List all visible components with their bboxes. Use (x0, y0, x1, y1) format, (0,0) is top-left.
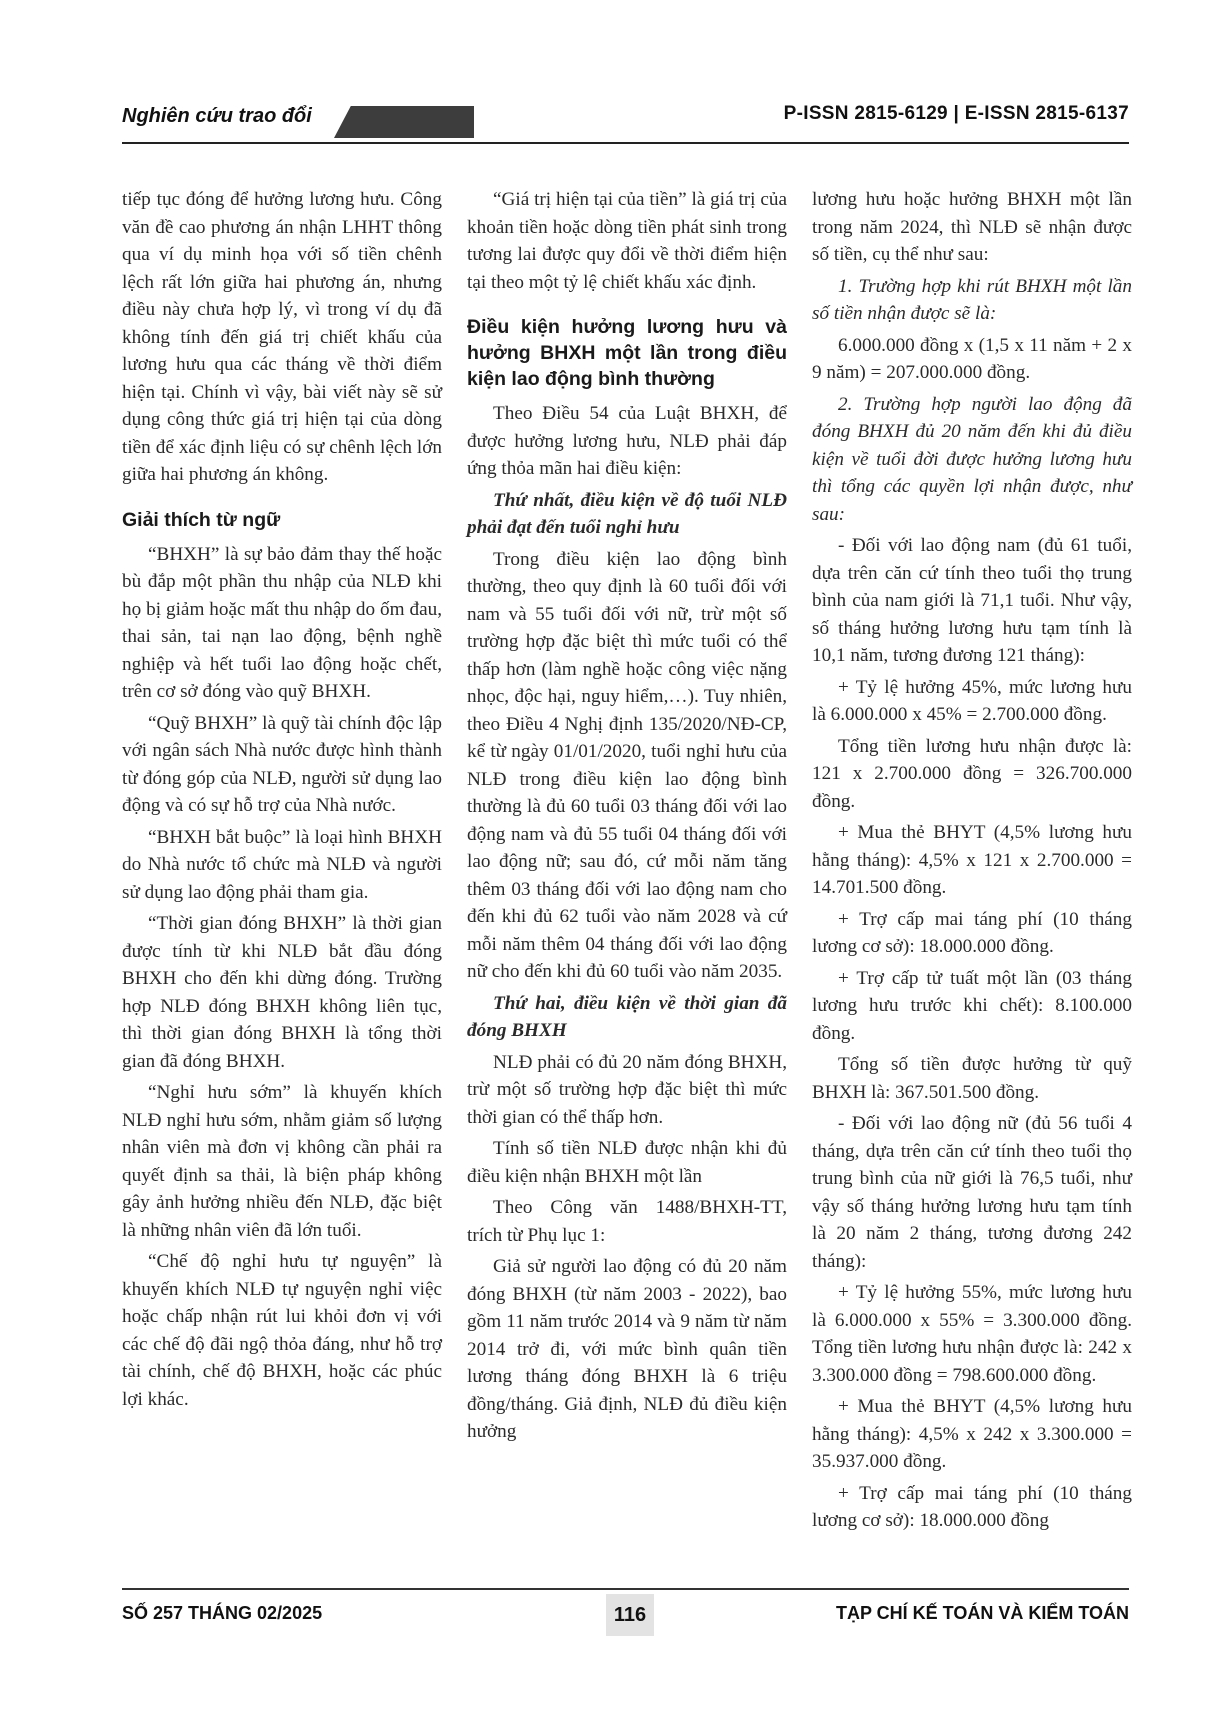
issue-label: SỐ 257 THÁNG 02/2025 (122, 1603, 323, 1623)
paragraph: Trong điều kiện lao động bình thường, theo quy định là 60 tuổi đối với nam và 55 tuổi đối với nữ, trừ một số trường hợp đặc biệt thì mức tuổi có thể thấp hơn (làm nghề hoặc công việc nặng nhọc, độc hại, nguy hiểm,…). Tuy nhiên, theo Điều 4 Nghị định 135/2020/NĐ-CP, kể từ ngày 01/01/2020, tuổi nghỉ hưu của NLĐ trong điều kiện lao động bình thường là đủ 60 tuổi 03 tháng đối với lao động nam và đủ 55 tuổi 04 tháng đối với lao động nữ; sau đó, cứ mỗi năm tăng thêm 03 tháng đối với lao động nam cho đến khi đủ 62 tuổi vào năm 2028 và cứ mỗi năm thêm 04 tháng đối với lao động nữ cho đến khi đủ 60 tuổi vào năm 2035. (467, 548, 787, 982)
column-2 (467, 186, 787, 1450)
paragraph: - Đối với lao động nam (đủ 61 tuổi, dựa trên căn cứ tính theo tuổi thọ trung bình của nam giới là 71,1 tuổi. Như vậy, số tháng hưởng lương hưu tạm tính là 10,1 năm, tương đương 121 tháng): (812, 535, 1132, 666)
journal-name: TẠP CHÍ KẾ TOÁN VÀ KIỂM TOÁN (835, 1603, 1129, 1623)
paragraph: Tổng tiền lương hưu nhận được là: 121 x 2.700.000 đồng = 326.700.000 đồng. (812, 735, 1132, 812)
paragraph: + Tỷ lệ hưởng 45%, mức lương hưu là 6.000.000 x 45% = 2.700.000 đồng. (812, 676, 1132, 725)
case-2-heading: 2. Trường hợp người lao động đã đóng BHXH đủ 20 năm đến khi đủ điều kiện về tuổi đời được hưởng lương hưu thì tổng các quyền lợi nhận được, như sau: (812, 393, 1132, 525)
paragraph: tiếp tục đóng để hưởng lương hưu. Công văn đề cao phương án nhận LHHT thông qua ví dụ minh họa với số tiền chênh lệch rất lớn giữa hai phương án, nhưng điều này chưa hợp lý, vì trong ví dụ đã không tính đến giá trị chiết khấu của lương hưu qua các tháng về thời điểm hiện tại. Chính vì vậy, bài viết này sẽ sử dụng công thức giá trị hiện tại của dòng tiền để xác định liệu có sự chênh lệch lớn giữa hai phương án không. (122, 189, 442, 485)
paragraph: “Thời gian đóng BHXH” là thời gian được tính từ khi NLĐ bắt đầu đóng BHXH cho đến khi dừng đóng. Trường hợp NLĐ đóng BHXH không liên tục, thì thời gian đóng BHXH là tổng thời gian đã đóng BHXH. (122, 913, 442, 1072)
case-1-heading: 1. Trường hợp khi rút BHXH một lần số tiền nhận được sẽ là: (812, 275, 1132, 324)
paragraph: + Trợ cấp mai táng phí (10 tháng lương cơ sở): 18.000.000 đồng. (812, 908, 1132, 957)
paragraph: Theo Công văn 1488/BHXH-TT, trích từ Phụ lục 1: (467, 1197, 787, 1246)
subheading-age: Thứ nhất, điều kiện về độ tuổi NLĐ phải đạt đến tuổi nghỉ hưu (467, 489, 787, 538)
heading-glossary: Giải thích từ ngữ (122, 508, 281, 531)
page-header (0, 0, 1211, 150)
paragraph: “Quỹ BHXH” là quỹ tài chính độc lập với ngân sách Nhà nước được hình thành từ đóng góp của NLĐ, người sử dụng lao động và có sự hỗ trợ của Nhà nước. (122, 712, 442, 816)
paragraph: + Mua thẻ BHYT (4,5% lương hưu hằng tháng): 4,5% x 121 x 2.700.000 = 14.701.500 đồng. (812, 822, 1132, 898)
paragraph: NLĐ phải có đủ 20 năm đóng BHXH, trừ một số trường hợp đặc biệt thì mức thời gian có thể thấp hơn. (467, 1051, 787, 1128)
paragraph: Theo Điều 54 của Luật BHXH, để được hưởng lương hưu, NLĐ phải đáp ứng thỏa mãn hai điều kiện: (467, 403, 787, 479)
paragraph: Giả sử người lao động có đủ 20 năm đóng BHXH (từ năm 2003 - 2022), bao gồm 11 năm trước 2014 và 9 năm từ năm 2014 trở đi, với mức bình quân tiền lương tháng đóng BHXH là 6 triệu đồng/tháng. Giả định, NLĐ đủ điều kiện hưởng (467, 1256, 787, 1442)
paragraph: Tính số tiền NLĐ được nhận khi đủ điều kiện nhận BHXH một lần (467, 1138, 787, 1187)
paragraph: “BHXH bắt buộc” là loại hình BHXH do Nhà nước tổ chức mà NLĐ và người sử dụng lao động phải tham gia. (122, 826, 442, 903)
heading-conditions: Điều kiện hưởng lương hưu và hưởng BHXH một lần trong điều kiện lao động bình thường (467, 316, 787, 390)
footer-rule (122, 1588, 1129, 1590)
paragraph: “Giá trị hiện tại của tiền” là giá trị của khoản tiền hoặc dòng tiền phát sinh trong tương lai được quy đổi về thời điểm hiện tại theo một tỷ lệ chiết khấu xác định. (467, 189, 787, 293)
section-title: Nghiên cứu trao đổi (122, 105, 312, 127)
paragraph: “BHXH” là sự bảo đảm thay thế hoặc bù đắp một phần thu nhập của NLĐ khi họ bị giảm hoặc mất thu nhập do ốm đau, thai sản, tai nạn lao động, bệnh nghề nghiệp và hết tuổi lao động hoặc chết, trên cơ sở đóng vào quỹ BHXH. (122, 543, 442, 702)
paragraph: “Nghỉ hưu sớm” là khuyến khích NLĐ nghỉ hưu sớm, nhằm giảm số lượng nhân viên mà đơn vị không cần phải ra quyết định sa thải, là biện pháp không gây ảnh hưởng nhiều đến NLĐ, đặc biệt là những nhân viên đã lớn tuổi. (122, 1082, 442, 1241)
subheading-duration: Thứ hai, điều kiện về thời gian đã đóng BHXH (467, 992, 787, 1041)
header-decor-band (334, 106, 474, 138)
paragraph: + Trợ cấp tử tuất một lần (03 tháng lương hưu trước khi chết): 8.100.000 đồng. (812, 967, 1132, 1044)
paragraph: + Mua thẻ BHYT (4,5% lương hưu hằng tháng): 4,5% x 242 x 3.300.000 = 35.937.000 đồng. (812, 1396, 1132, 1472)
column-3 (812, 186, 1132, 1539)
paragraph: lương hưu hoặc hưởng BHXH một lần trong năm 2024, thì NLĐ sẽ nhận được số tiền, cụ thể như sau: (812, 189, 1132, 265)
paragraph: “Chế độ nghỉ hưu tự nguyện” là khuyến khích NLĐ tự nguyện nghỉ việc hoặc chấp nhận rút lui khỏi đơn vị với các chế độ đãi ngộ thỏa đáng, như hỗ trợ tài chính, chế độ BHXH, hoặc các phúc lợi khác. (122, 1251, 442, 1410)
paragraph: - Đối với lao động nữ (đủ 56 tuổi 4 tháng, dựa trên căn cứ tính theo tuổi thọ trung bình của nữ giới là 76,5 tuổi, như vậy số tháng hưởng lương hưu tạm tính là 20 năm 2 tháng, tương đương 242 tháng): (812, 1113, 1132, 1272)
page-number: 116 (606, 1594, 654, 1636)
paragraph: + Trợ cấp mai táng phí (10 tháng lương cơ sở): 18.000.000 đồng (812, 1482, 1132, 1531)
paragraph: Tổng số tiền được hưởng từ quỹ BHXH là: 367.501.500 đồng. (812, 1054, 1132, 1103)
paragraph: 6.000.000 đồng x (1,5 x 11 năm + 2 x 9 năm) = 207.000.000 đồng. (812, 334, 1132, 383)
paragraph: + Tỷ lệ hưởng 55%, mức lương hưu là 6.000.000 x 55% = 3.300.000 đồng. Tổng tiền lương hưu nhận được là: 242 x 3.300.000 đồng = 798.600.000 đồng. (812, 1282, 1132, 1386)
issn-label: P-ISSN 2815-6129 | E-ISSN 2815-6137 (783, 103, 1129, 124)
header-rule (122, 142, 1129, 144)
column-1 (122, 186, 442, 1417)
